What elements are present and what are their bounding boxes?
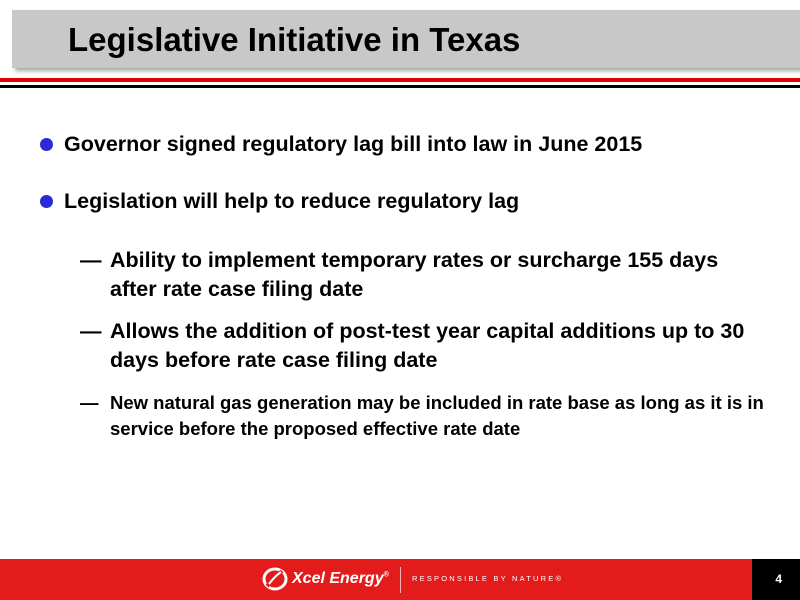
dash-marker: — [80,319,102,343]
brand-tagline: RESPONSIBLE BY NATURE® [412,574,564,583]
page-number-box [752,559,800,600]
footer-divider [400,567,401,593]
dash-marker: — [80,248,102,272]
bullet-dot-icon [40,195,53,208]
sub-bullet-text: New natural gas generation may be included in rate base as long as it is in service before the proposed effective rate date [110,392,764,439]
dash-marker: — [80,392,99,413]
sub-bullet-item [80,246,770,304]
slide-title: Legislative Initiative in Texas [68,21,521,58]
brand-name: Xcel Energy® [292,570,389,587]
footer-bar [0,559,800,600]
bullet-text: Governor signed regulatory lag bill into law in June 2015 [64,132,643,156]
page-number: 4 [775,572,782,586]
sub-bullet-item [80,390,770,442]
sub-bullet-item [80,317,770,375]
sub-bullet-text: Allows the addition of post-test year capital additions up to 30 days before rate case filing date [110,319,745,372]
sub-bullet-text: Ability to implement temporary rates or surcharge 155 days after rate case filing date [110,248,719,301]
xcel-energy-logo [262,566,392,594]
red-rule [0,78,800,82]
bullet-dot-icon [40,138,53,151]
title-bar [12,10,800,68]
black-rule [0,85,800,88]
bullet-text: Legislation will help to reduce regulatory lag [64,189,520,213]
xcel-swirl-icon [262,566,288,592]
